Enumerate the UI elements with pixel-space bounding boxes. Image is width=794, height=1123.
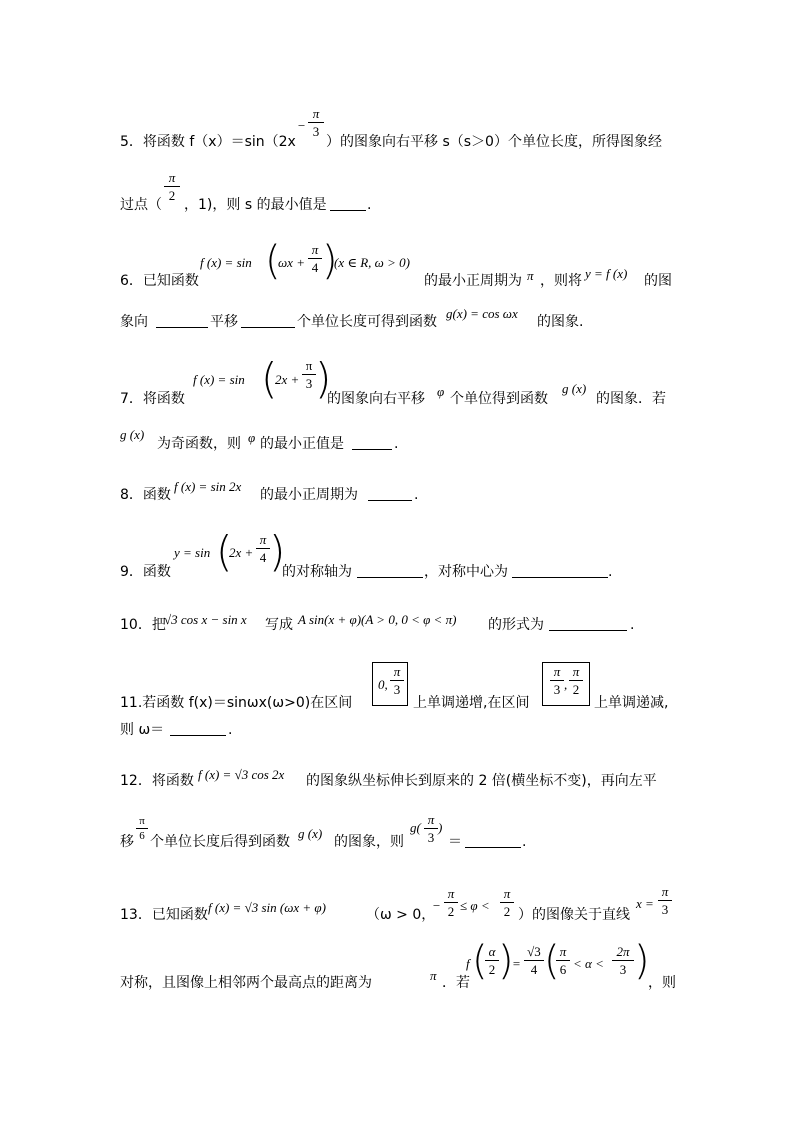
fraction-bar (485, 960, 499, 961)
q13-x-eq: x = (636, 896, 654, 911)
q13-c-den1: 6 (559, 962, 567, 977)
q8-end: . (414, 487, 419, 503)
q7-fraction (302, 358, 316, 391)
q13-line2-c: ，则 (648, 975, 676, 991)
q12-formula: f (x) = √3 cos 2x (198, 767, 285, 782)
q11-int2-fraction2 (569, 664, 583, 697)
q6-line2-c: 个单位长度可得到函数 (297, 314, 437, 330)
q12-shift-fraction (136, 815, 148, 842)
q13-left-paren-2: ( (544, 938, 560, 984)
q5-text-d: ，1)，则 s 的最小值是 (184, 197, 327, 213)
q5-text-e: . (367, 197, 372, 213)
q7-line2-phi: φ (248, 430, 256, 445)
q11-tail: 上单调递减, (594, 695, 669, 711)
q13-r-den: 4 (530, 962, 538, 977)
q8-formula: f (x) = sin 2x (174, 479, 242, 494)
q10-formula2: A sin(x + φ)(A > 0, 0 < φ < π) (298, 612, 457, 627)
q12-line2-c: 的图象，则 (334, 834, 404, 850)
q8-prefix: 8．函数 (120, 487, 171, 503)
q9-blank-center[interactable] (512, 563, 608, 578)
q9-frac-num: π (259, 532, 267, 547)
q11-int1-num: π (393, 664, 401, 679)
q12-answer-blank[interactable] (465, 833, 521, 848)
q13-c-num1: π (559, 944, 567, 959)
q13-x-fraction (658, 884, 672, 917)
q13-c-fraction2 (612, 944, 634, 977)
q6-line2-b: 平移 (210, 314, 238, 330)
q7-phi: φ (437, 384, 445, 399)
q6-right-paren: ) (322, 238, 338, 284)
q11-int2-num2: π (572, 664, 580, 679)
q11-int1-fraction (390, 664, 404, 697)
q9-formula-a: y = sin (174, 545, 211, 560)
q7-mid2: 个单位得到函数 (450, 391, 548, 407)
q13-prefix: 13．已知函数 (120, 907, 208, 923)
q9-end: . (608, 564, 613, 580)
q8-tail: 的最小正周期为 (260, 487, 358, 503)
q9-mid2: ，对称中心为 (424, 564, 508, 580)
q6-mid2: ，则将 (540, 273, 582, 289)
q7-answer-blank[interactable] (352, 435, 392, 450)
q13-c2-num2: π (503, 886, 511, 901)
q13-c2-den2: 2 (503, 904, 511, 919)
q13-c-fraction1 (556, 944, 570, 977)
q6-pi: π (527, 268, 534, 283)
q13-line2-a: 对称，且图像上相邻两个最高点的距离为 (120, 975, 372, 991)
q5-text-c: 过点（ (120, 197, 162, 213)
fraction-bar (256, 548, 270, 549)
q7-tail: 的图象．若 (596, 391, 666, 407)
q5-text-b: ）的图象向右平移 s（s＞0）个单位长度，所得图象经 (326, 134, 662, 150)
q6-line2-a: 象向 (120, 314, 148, 330)
fraction-bar (302, 374, 316, 375)
q5-point-fraction (164, 170, 180, 203)
q11-int2-den2: 2 (572, 682, 580, 697)
q12-gx: g (x) (298, 826, 323, 841)
q6-line2-d: 的图象. (537, 314, 584, 330)
q6-left-paren: ( (265, 238, 281, 284)
q12-g-fraction (424, 812, 438, 845)
q13-cond1: （ω > 0， (366, 907, 436, 923)
fraction-bar (556, 960, 570, 961)
q5-frac-num: π (312, 106, 320, 121)
q7-line2-a: 为奇函数，则 (157, 436, 241, 452)
fraction-bar (390, 680, 404, 681)
q8-answer-blank[interactable] (368, 486, 412, 501)
q13-formula: f (x) = √3 sin (ωx + φ) (208, 900, 326, 915)
q7-frac-den: 3 (305, 376, 313, 391)
fraction-bar (444, 902, 458, 903)
q10-prefix: 10．把 (120, 617, 166, 633)
q5-pt-den: 2 (168, 188, 176, 203)
q7-mid: 的图象向右平移 (327, 391, 425, 407)
q10-mid: 写成 (265, 617, 293, 633)
q11-int2-num1: π (553, 664, 561, 679)
q13-c-mid: < α < (573, 956, 604, 971)
fraction-bar (524, 960, 544, 961)
q6-frac-den: 4 (311, 260, 319, 275)
q6-tail: 的图 (644, 273, 672, 289)
q12-shift-num: π (139, 815, 145, 827)
q12-g-close: ) (438, 820, 443, 835)
q13-right-paren-2: ) (634, 938, 650, 984)
q12-tail: 的图象纵坐标伸长到原来的 2 倍(横坐标不变)，再向左平 (306, 773, 657, 789)
q9-right-paren: ) (269, 527, 286, 576)
fraction-bar (550, 680, 564, 681)
q12-line2-e: . (522, 834, 527, 850)
fraction-bar (308, 258, 322, 259)
q5-pt-num: π (168, 170, 176, 185)
q12-g-arg: g( (410, 820, 421, 835)
q13-x-num: π (661, 884, 669, 899)
q11-int1-den: 3 (393, 682, 401, 697)
q13-c-den2: 3 (619, 962, 627, 977)
q12-line2-b: 个单位长度后得到函数 (150, 834, 290, 850)
q11-line2-a: 则 ω＝ (120, 722, 165, 738)
q13-r-fraction (524, 944, 544, 977)
q13-f-den: 2 (488, 962, 496, 977)
q9-left-paren: ( (216, 527, 233, 576)
q5-frac-den: 3 (312, 124, 320, 139)
q5-text-a: 5．将函数 f（x）＝sin（2x (120, 134, 296, 150)
q6-formula-b: ωx + (278, 255, 305, 270)
q6-fraction (308, 242, 322, 275)
q13-c2-fraction1 (444, 886, 458, 919)
q12-shift-den: 6 (139, 830, 145, 842)
fraction-bar (658, 900, 672, 901)
q10-answer-blank[interactable] (549, 616, 627, 631)
q6-formula-c: (x ∈ R, ω > 0) (334, 255, 410, 270)
q10-tail: 的形式为 (488, 617, 544, 633)
q13-tail: ）的图像关于直线 (518, 907, 630, 923)
q13-f-num: α (488, 944, 496, 959)
q11-line2-b: . (228, 722, 233, 738)
q13-c2-fraction2 (500, 886, 514, 919)
q13-c2-den: 2 (447, 904, 455, 919)
q7-line2-g: g (x) (120, 427, 145, 442)
q9-formula-b: 2x + (229, 545, 254, 560)
q13-c2-minus: − (432, 898, 441, 913)
fraction-bar (500, 902, 514, 903)
q7-right-paren: ) (315, 354, 332, 403)
q12-line2-d: ＝ (448, 834, 462, 850)
q11-comma: , (564, 677, 568, 692)
q13-c2-mid: ≤ φ < (460, 898, 490, 913)
q10-end: . (630, 617, 635, 633)
q13-eq: = (512, 956, 521, 971)
fraction-bar (569, 680, 583, 681)
q7-line2-c: . (394, 436, 399, 452)
q9-frac-den: 4 (259, 550, 267, 565)
q6-g-eq: g(x) = cos ωx (446, 306, 518, 321)
q13-c-num2: 2π (616, 944, 630, 959)
q12-g-num: π (427, 812, 435, 827)
q7-gx: g (x) (562, 381, 587, 396)
q6-y-eq: y = f (x) (585, 266, 628, 281)
q6-mid: 的最小正周期为 (424, 273, 522, 289)
q6-blank-units[interactable] (241, 313, 295, 328)
fraction-bar (136, 828, 148, 829)
q6-prefix: 6．已知函数 (120, 273, 199, 289)
fraction-bar (424, 828, 438, 829)
q13-r-num: √3 (527, 944, 541, 959)
fraction-bar (164, 186, 180, 187)
q5-answer-blank[interactable] (330, 196, 366, 211)
q6-formula-a: f (x) = sin (200, 255, 252, 270)
q9-prefix: 9．函数 (120, 564, 171, 580)
q13-c2-num: π (447, 886, 455, 901)
q9-fraction (256, 532, 270, 565)
q11-int2-den1: 3 (553, 682, 561, 697)
q5-minus: − (297, 118, 306, 133)
q7-left-paren: ( (261, 354, 278, 403)
q13-pi: π (430, 968, 437, 983)
q11-int2-fraction1 (550, 664, 564, 697)
q13-right-paren-1: ) (498, 938, 514, 984)
fraction-bar (308, 122, 324, 123)
q5-fraction (308, 106, 324, 139)
q13-x-den: 3 (661, 902, 669, 917)
q11-mid: 上单调递增,在区间 (413, 695, 530, 711)
q13-f: f (466, 956, 470, 971)
q7-frac-num: π (305, 358, 313, 373)
fraction-bar (612, 960, 634, 961)
q7-prefix: 7．将函数 (120, 391, 185, 407)
q9-mid: 的对称轴为 (282, 564, 352, 580)
q12-g-den: 3 (427, 830, 435, 845)
q7-line2-b: 的最小正值是 (260, 436, 344, 452)
q7-formula-a: f (x) = sin (193, 372, 245, 387)
q6-frac-num: π (311, 242, 319, 257)
q7-formula-b: 2x + (275, 372, 300, 387)
q11-answer-blank[interactable] (170, 721, 226, 736)
q13-line2-b: ．若 (442, 975, 470, 991)
q6-blank-direction[interactable] (156, 313, 208, 328)
q13-f-fraction (485, 944, 499, 977)
q9-blank-axis[interactable] (357, 563, 423, 578)
q11-int1-a: 0, (378, 677, 388, 692)
q13-left-paren-1: ( (472, 938, 488, 984)
q12-prefix: 12．将函数 (120, 773, 194, 789)
q12-line2-a: 移 (120, 834, 134, 850)
q10-formula: √3 cos x − sin x (164, 612, 247, 627)
q11-prefix: 11.若函数 f(x)＝sinωx(ω>0)在区间 (120, 695, 353, 711)
